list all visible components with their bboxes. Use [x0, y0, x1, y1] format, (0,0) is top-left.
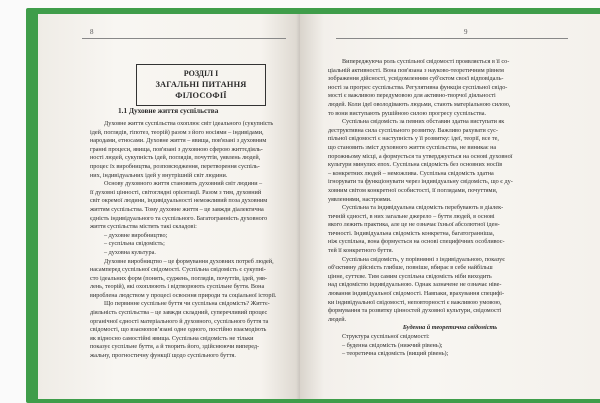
- text-line: як відносно самостійні явища. Суспільна свідомість не тільки: [90, 334, 254, 342]
- text-line: свідомості, що взаємоповʼязані одне одного, постійно взаємодіють: [90, 326, 267, 334]
- text-line: ховним світом конкретної особистості, її поглядами, почуттями,: [328, 186, 498, 194]
- text-line: насамперед суспільної свідомості. Суспільна свідомість є сукупні-: [90, 266, 266, 274]
- body-text: [328, 58, 572, 359]
- body-text: [90, 120, 280, 361]
- text-line: Духовне життя суспільства охоплює світ ідеального (сукупність: [104, 120, 274, 127]
- text-line: ніж суспільна, вона формується на основі специфічних особливос-: [328, 238, 505, 246]
- header-rule: [82, 38, 286, 39]
- text-line: цінне, суттєве. Тим самим суспільна свідомість ніби виходить: [328, 272, 492, 280]
- text-line: лень, теорій), які охоплюють і відтворюють суспільне буття. Вона: [90, 283, 265, 291]
- text-line: Що первинне суспільне буття чи суспільна свідомість? Життє-: [104, 300, 270, 308]
- text-line: порожньому місці, а формується та утверджується на основі духовної: [328, 152, 513, 160]
- text-line: них, індивідуальних ідей у внутрішній світ людини.: [90, 171, 228, 179]
- text-line: процес їх виробництва, розповсюдження, перетворення суспіль-: [90, 162, 260, 170]
- text-line: ідей, поглядів, гіпотез, теорій) разом з його носіями – індивідами,: [90, 128, 264, 136]
- text-line: ціальній активності. Вона пов'язана з науково-теоретичним рівнем: [328, 66, 504, 74]
- page-number: 9: [464, 28, 468, 36]
- text-line: якого лежить практика, але це не означає їхньої абсолютної іден-: [328, 221, 500, 229]
- text-line: формування та розвитку цінностей духовної культури, свідомості: [328, 307, 502, 315]
- text-line: Духовне виробництво – це формування духовних потреб людей,: [104, 257, 274, 265]
- list-item: – духовна культура.: [104, 248, 156, 256]
- open-book-spread: [38, 14, 600, 399]
- text-line: Суспільна свідомість за певних обставин здатна виступати як: [342, 118, 505, 126]
- text-line: жальну, прогностичну функції щодо суспільного буття.: [90, 352, 236, 360]
- list-item: – духовне виробництво;: [104, 231, 168, 239]
- text-line: ки індивідуальної свідомості, неповторності є важливою умовою,: [328, 298, 502, 306]
- text-line: гранні процеси, явища, пов'язані з духовною сферою життєдіяль-: [90, 145, 263, 153]
- text-line: зображення дійсності, усвідомленням суб'єктом своєї відповідаль-: [328, 75, 504, 83]
- header-rule: [336, 38, 568, 39]
- text-line: тичності. Індивідуальна свідомість конкретна, багатогранніша,: [328, 229, 495, 237]
- text-line: людей.: [328, 315, 347, 323]
- text-line: Структура суспільної свідомості:: [342, 333, 430, 340]
- text-line: народами, етносами. Духовне життя – явища, пов'язані з духовним: [90, 137, 267, 145]
- chapter-number: РОЗДІЛ І: [183, 69, 219, 78]
- text-line: тичній єдності, в них загальне джерело – буття людей, в основі: [328, 212, 495, 220]
- right-page: [300, 14, 600, 399]
- text-line: Основу духовного життя становить духовний світ людини –: [104, 180, 263, 188]
- list-item: – теоретична свідомість (вищий рівень);: [342, 350, 449, 358]
- text-line: що становить зміст духовного життя суспільства, не виникає на: [328, 143, 497, 151]
- text-line: діяльність суспільства – це завжди складний, суперечливий процес: [90, 309, 268, 317]
- chapter-title: ЗАГАЛЬНІ ПИТАННЯ ФІЛОСОФІЇ: [155, 80, 247, 100]
- text-line: єдність індивідуального та суспільного. Багатогранність духовного: [90, 214, 268, 222]
- text-line: мості є важливою передумовою для активно-творчої діяльності: [328, 92, 496, 100]
- text-line: життям суспільства. Тому духовне життя – це завжди діалектична: [90, 205, 264, 213]
- page-number: 8: [90, 28, 94, 36]
- text-line: світ окремої людини, індивідуальності неможливий поза духовним: [90, 197, 268, 205]
- chapter-title-box: [136, 64, 266, 106]
- list-item: – суспільна свідомість;: [104, 240, 165, 248]
- text-line: уявленнями, настроями.: [328, 195, 392, 203]
- text-line: пільної свідомості є наступність у її розвитку: ідеї, теорії, все те,: [328, 135, 499, 143]
- section-heading: 1.1 Духовне життя суспільства: [118, 106, 219, 115]
- text-line: лювання індивідуальної свідомості. Навпаки, врахування специфі-: [328, 290, 505, 298]
- text-line: – конкретних людей – неможлива. Суспільна свідомість здатна: [328, 169, 494, 177]
- text-line: вироблена людством у процесі освоєння природи та соціальної історії.: [90, 291, 277, 299]
- list-item: – буденна свідомість (нижчий рівень);: [342, 341, 443, 349]
- text-line: показує суспільне буття, а й творить його, здійснюючи виперед-: [90, 343, 260, 351]
- subheading: Буденна й теоретична свідомість: [402, 324, 498, 332]
- left-page: [38, 14, 300, 399]
- text-line: її духовні цінності, світоглядні орієнтації. Разом з тим, духовний: [90, 188, 262, 196]
- text-line: ігнорувати та функціонувати через індивідуальну свідомість, що є ду-: [328, 178, 513, 186]
- text-line: то вони виступають рушійною силою прогресу суспільства.: [328, 109, 487, 117]
- text-line: ності за прогрес суспільства. Регулятивна функція суспільної свідо-: [328, 83, 508, 91]
- text-line: Суспільна свідомість, у порівнянні з індивідуальною, показує: [342, 255, 505, 263]
- text-line: культури минулих епох. Суспільна свідомість без основних носіїв: [328, 161, 503, 169]
- text-line: Суспільна та індивідуальна свідомість перебувають в діалек-: [342, 204, 504, 212]
- text-line: над свідомістю індивідуальною. Однак зазначене не означає ніве-: [328, 281, 502, 289]
- text-line: ності людей, сукупність ідей, поглядів, почуттів, уявлень людей,: [90, 154, 261, 162]
- text-line: Випереджуюча роль суспільної свідомості проявляється в її со-: [342, 58, 510, 65]
- text-line: деструктивна сила суспільного розвитку. Важливо рахувати сус-: [328, 126, 498, 134]
- text-line: людей. Коли ідеї оволодівають людьми, стають матеріальною силою,: [328, 100, 511, 108]
- text-line: сто ідеальних форм (понять, суджень, поглядів, почуттів, ідей, уяв-: [90, 274, 267, 282]
- text-line: життя суспільства містить такі складові:: [90, 223, 197, 231]
- text-line: органічної єдності матеріального й духовного, суспільного буття та: [90, 317, 269, 325]
- text-line: тей її конкретного буття.: [328, 247, 394, 255]
- text-line: об'єктивну дійсність глибше, повніше, вбирає в себе найбільш: [328, 264, 493, 272]
